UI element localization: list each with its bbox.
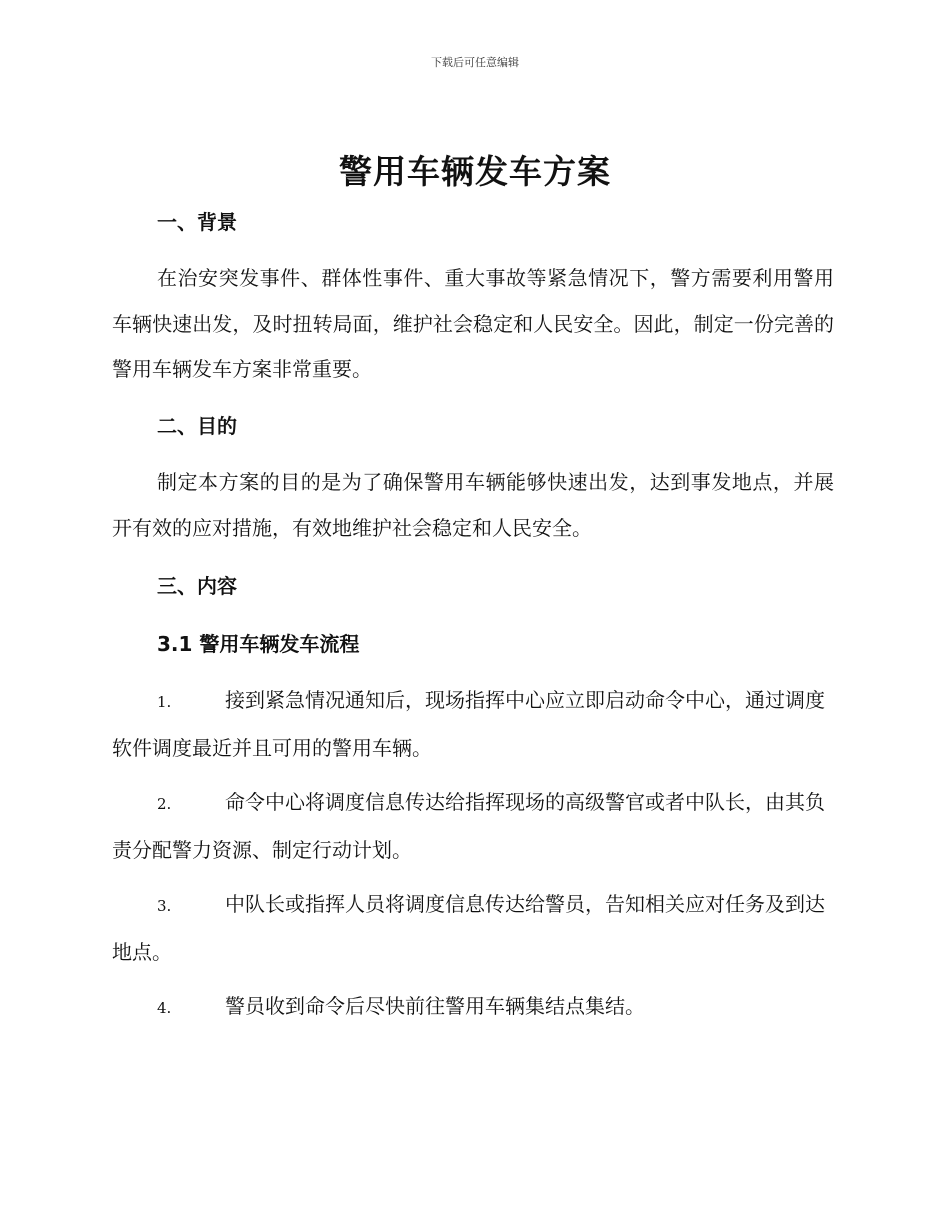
list-item-text: 警员收到命令后尽快前往警用车辆集结点集结。 [225,994,645,1018]
subsection-heading-flow: 3.1 警用车辆发车流程 [157,632,360,656]
list-item-text: 接到紧急情况通知后，现场指挥中心应立即启动命令中心，通过调度软件调度最近并且可用的警用车辆。 [112,688,825,760]
list-item-number: 2. [157,795,172,813]
list-item-number: 3. [157,897,172,915]
section-heading-background: 一、背景 [157,210,237,234]
list-item-text: 命令中心将调度信息传达给指挥现场的高级警官或者中队长，由其负责分配警力资源、制定行动计划。 [112,790,825,862]
section-heading-content: 三、内容 [157,574,237,598]
list-item [112,882,834,975]
section-heading-purpose: 二、目的 [157,414,237,438]
list-item-number: 1. [157,693,172,711]
section-text-background: 在治安突发事件、群体性事件、重大事故等紧急情况下，警方需要利用警用车辆快速出发，及时扭转局面，维护社会稳定和人民安全。因此，制定一份完善的警用车辆发车方案非常重要。 [112,266,834,381]
document-title: 警用车辆发车方案 [339,152,611,191]
list-item [112,678,834,771]
list-item [112,984,834,1032]
list-item [112,780,834,873]
section-text-purpose: 制定本方案的目的是为了确保警用车辆能够快速出发，达到事发地点，并展开有效的应对措施，有效地维护社会稳定和人民安全。 [112,470,834,540]
header-note: 下载后可任意编辑 [431,56,519,69]
list-item-number: 4. [157,999,172,1017]
list-item-text: 中队长或指挥人员将调度信息传达给警员，告知相关应对任务及到达地点。 [112,892,825,964]
